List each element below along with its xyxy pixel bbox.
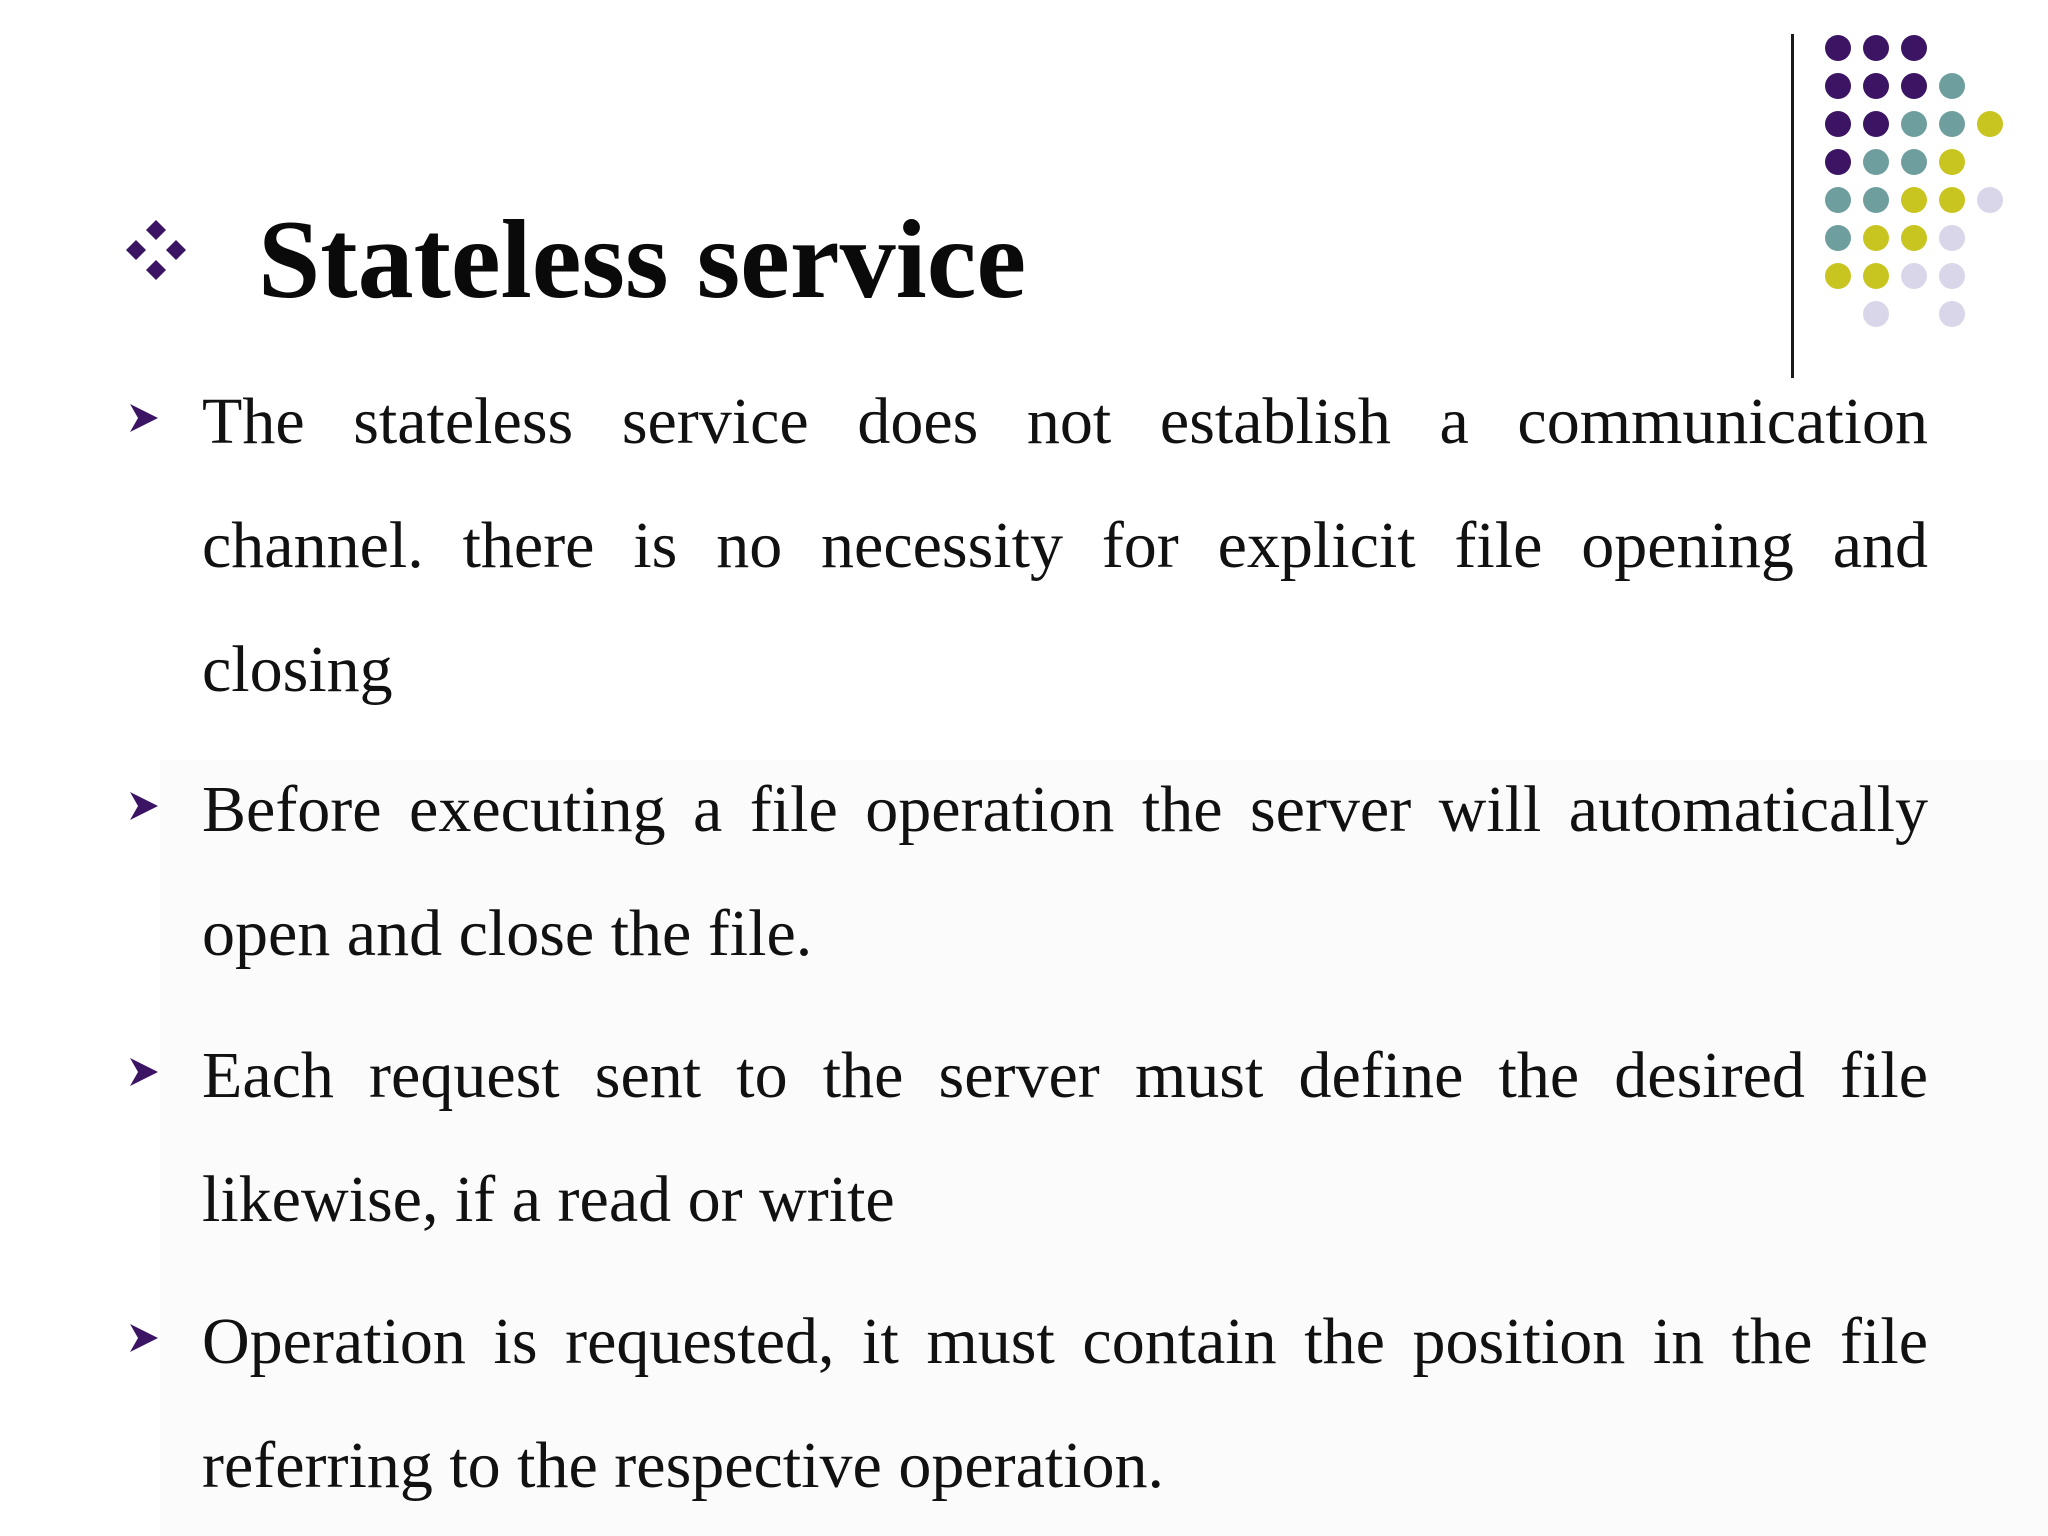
arrowhead-bullet-icon: [128, 790, 160, 822]
arrowhead-bullet-icon: [128, 1322, 160, 1354]
bullet-text: Operation is requested, it must contain the position in the file referring to the respective operation.: [202, 1305, 1928, 1502]
bullet-text: Each request sent to the server must define the desired file likewise, if a read or write: [202, 1039, 1928, 1236]
bullet-text: Before executing a file operation the server will automatically open and close the file.: [202, 773, 1928, 970]
bullet-text: The stateless service does not establish a communication channel. there is no necessity for explicit file opening and closing: [202, 385, 1928, 706]
arrowhead-bullet-icon: [128, 1056, 160, 1088]
slide-title: Stateless service: [258, 198, 1027, 322]
arrowhead-bullet-icon: [128, 402, 160, 434]
